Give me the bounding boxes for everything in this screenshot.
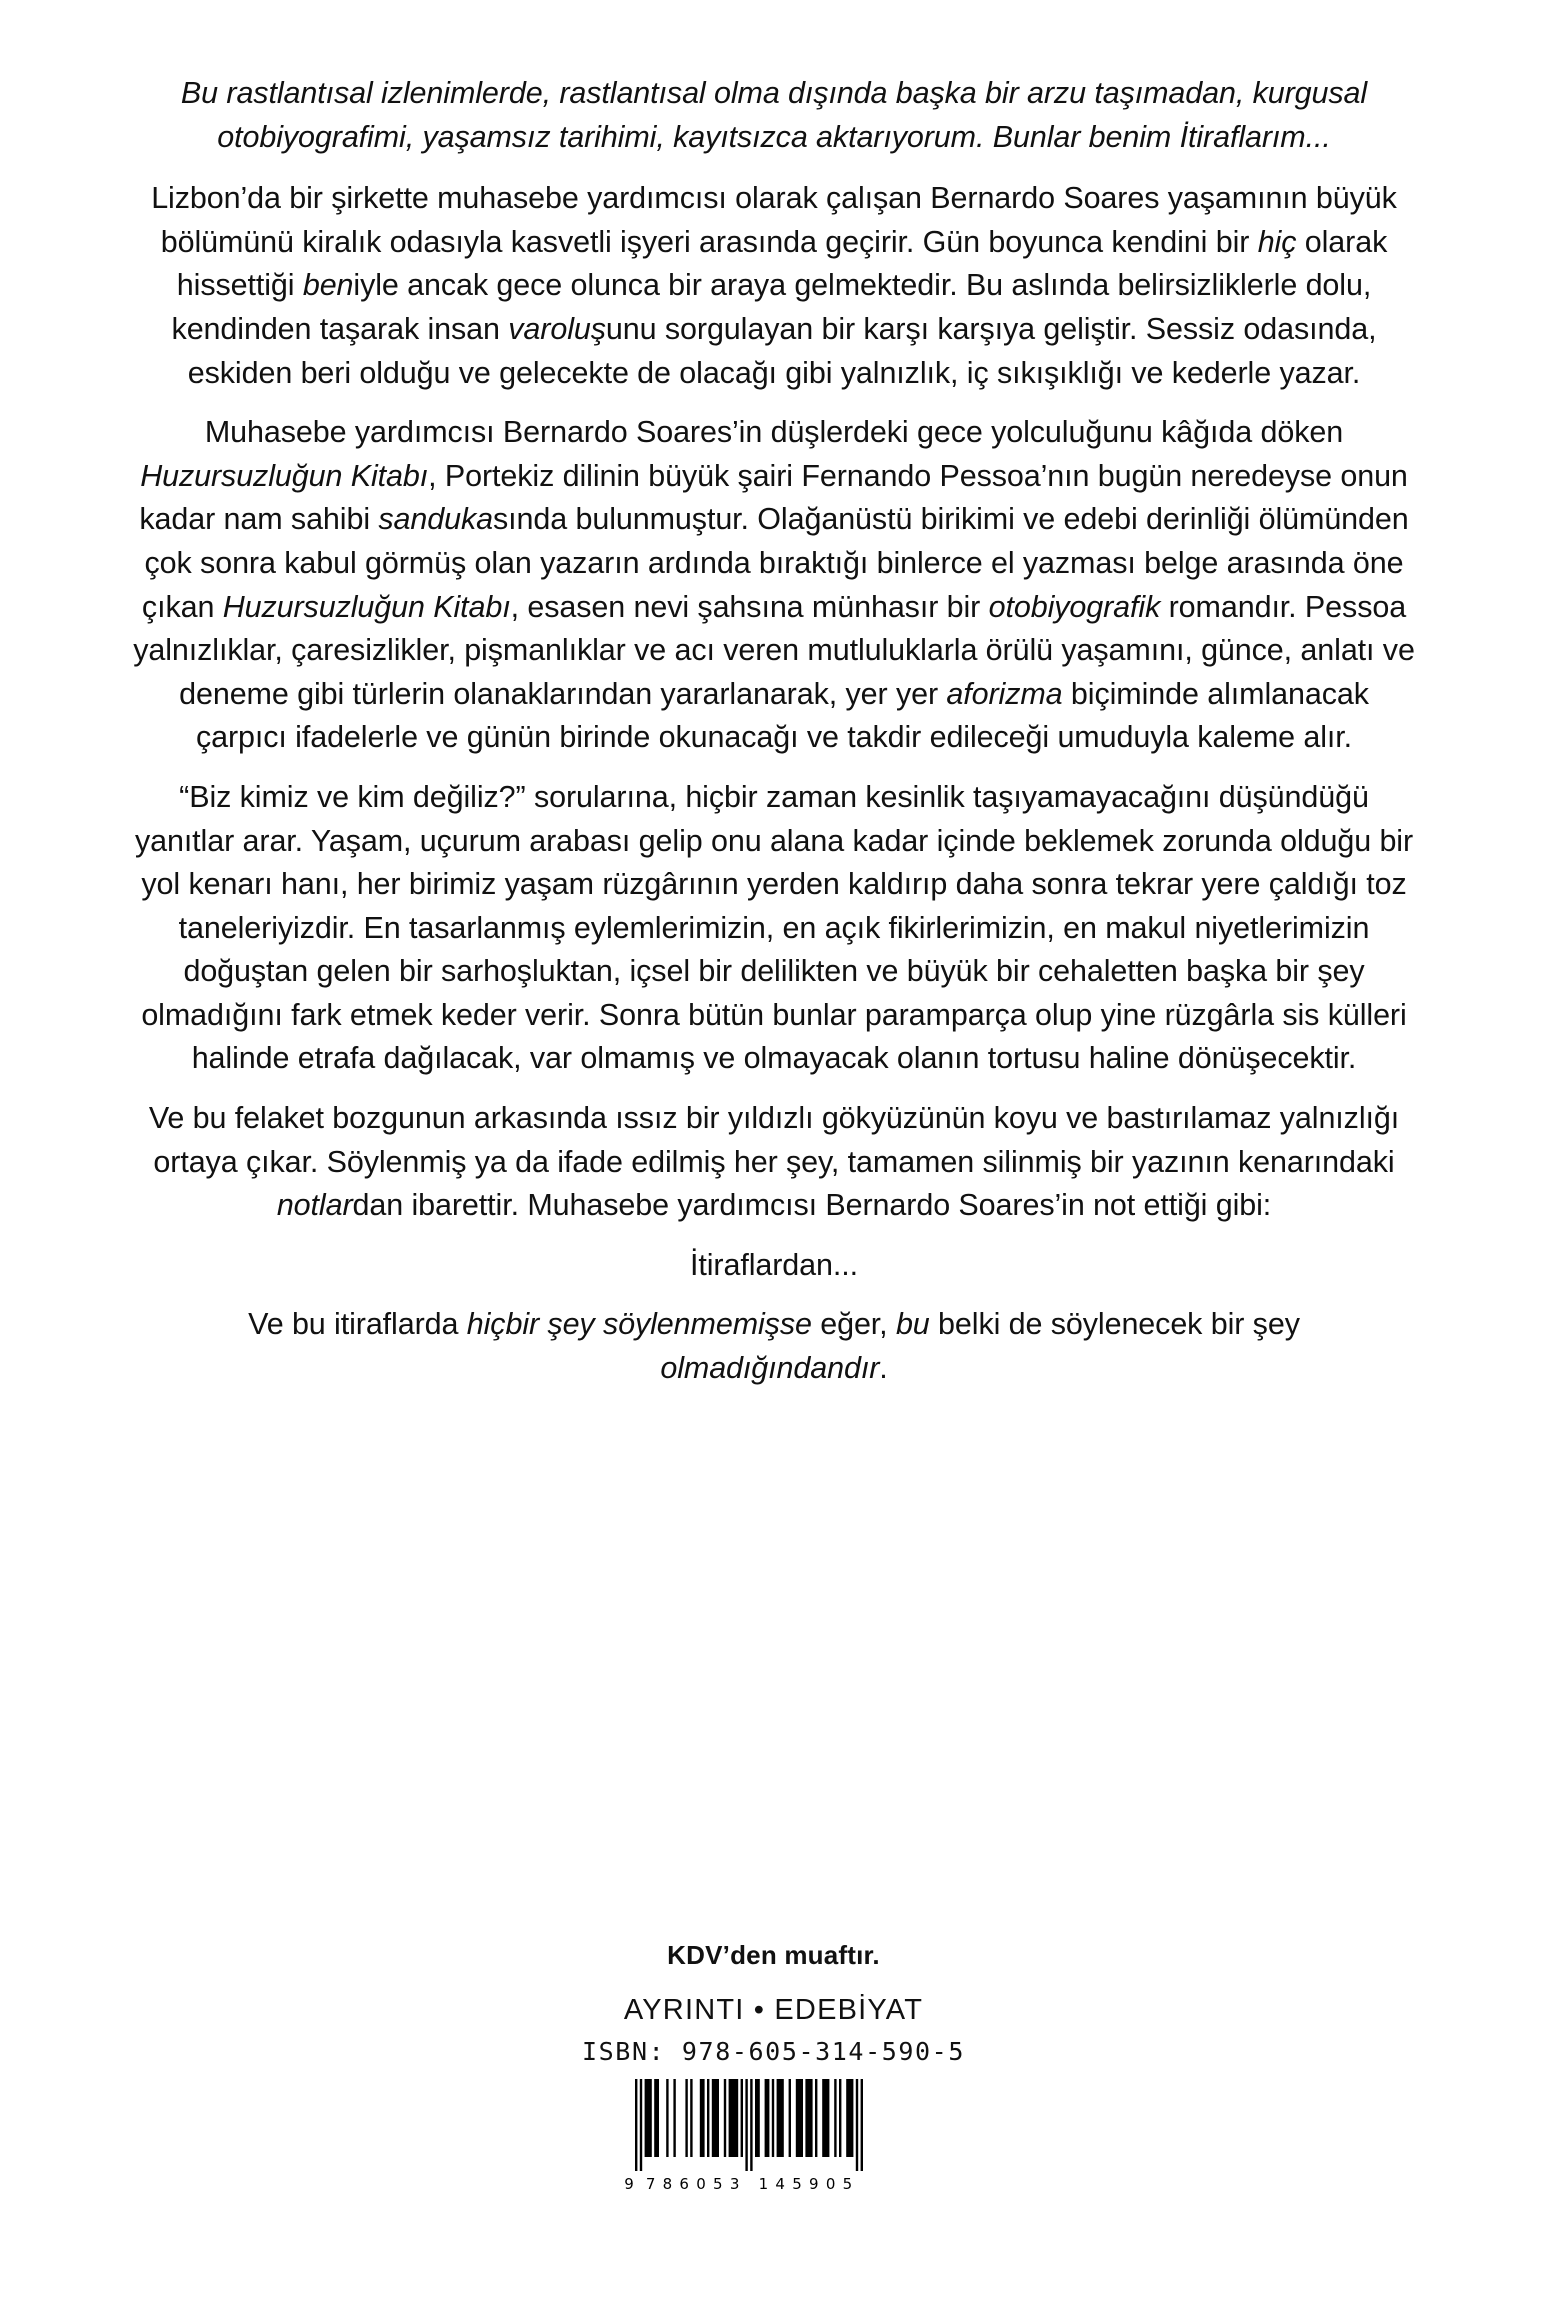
blurb-paragraph-3: “Biz kimiz ve kim değiliz?” sorularına, hiçbir zaman kesinlik taşıyamayacağını düşündüğü yanıtlar arar. Yaşam, uçurum arabası gelip onu alana kadar içinde beklemek zorunda olduğu bir yol kenarı hanı, her birimiz yaşam rüzgârının yerden kaldırıp daha sonra tekrar yere çaldığı toz taneleriyizdir. En tasarlanmış eylemlerimizin, en açık fikirlerimizin, en makul niyetlerimizin doğuştan gelen bir sarhoşluktan, içsel bir delilikten ve büyük bir cehaletten başka bir şey olmadığını fark etmek keder verir. Sonra bütün bunlar paramparça olup yine rüzgârla sis külleri halinde etrafa dağılacak, var olmamış ve olmayacak olanın tortusu haline dönüşecektir. [134,779,1414,1076]
p2-emphasis-book-title-2: Huzursuzluğun Kitabı [222,589,511,624]
p2-segment-5: romandır. Pessoa yalnızlıklar, çaresizlikler, pişmanlıklar ve acı veren mutluluklarla örülü yaşamını, günce, anlatı ve deneme gibi türlerin olanaklarından yararlanarak, yer yer [133,589,1415,711]
p2-segment-6: biçiminde alımlanacak çarpıcı ifadelerle ve günün birinde okunacağı ve takdir edileceği umuduyla kaleme alır. [195,676,1369,755]
p6-emphasis-hicbir-sey: hiçbir şey söylenmemişse [466,1307,812,1342]
p6-segment-2: eğer, [811,1307,896,1342]
p1-segment-3: iyle ancak gece olunca bir araya gelmektedir. Bu aslında belirsizliklerle dolu, kendinden taşarak insan [171,268,1372,346]
svg-text:7: 7 [645,2174,655,2193]
p2-emphasis-book-title-1: Huzursuzluğun Kitabı [140,458,429,493]
svg-text:9: 9 [623,2174,634,2193]
p2-segment-2: , Portekiz dilinin büyük şairi Fernando Pessoa’nın bugün neredeyse onun kadar nam sahibi [139,458,1408,537]
epigraph-line-3: Bunlar benim İtiraflarım... [992,119,1331,154]
blurb-paragraph-1 [133,177,1415,395]
svg-text:0: 0 [825,2174,835,2193]
svg-text:3: 3 [729,2174,739,2193]
svg-text:6: 6 [678,2174,689,2193]
p2-emphasis-sanduka: sanduka [378,502,494,537]
p4-segment-1: Ve bu felaket bozgunun arkasında ıssız bir yıldızlı gökyüzünün koyu ve bastırılamaz yalnızlığı ortaya çıkar. Söylenmiş ya da ifade edilmiş her şey, tamamen silinmiş bir yazının kenarındaki [148,1101,1400,1179]
svg-text:0: 0 [695,2174,706,2193]
p1-emphasis-ben: ben [302,268,354,303]
svg-text:5: 5 [791,2174,802,2193]
p4-emphasis-notlar: notlar [276,1188,353,1223]
p4-segment-2: dan ibarettir. Muhasebe yardımcısı Bernardo Soares’in not ettiği gibi: [352,1188,1272,1223]
barcode-container [0,2077,1547,2197]
p1-emphasis-hic: hiç [1257,224,1297,259]
isbn-text: ISBN: 978-605-314-590-5 [582,2036,965,2066]
blurb-paragraph-4 [133,1097,1415,1228]
p1-segment-1: Lizbon’da bir şirkette muhasebe yardımcısı olarak çalışan Bernardo Soares yaşamının büyük bölümünü kiralık odasıyla kasvetli işyeri arasında geçirir. Gün boyunca kendini bir [151,181,1397,259]
blurb-text-block [133,72,1415,1391]
svg-text:9: 9 [808,2174,819,2193]
p6-segment-1: Ve bu itiraflarda [248,1307,467,1342]
p6-segment-3: belki de söylenecek bir şey [929,1307,1300,1342]
p6-emphasis-olmadigindandir: olmadığındandır [660,1351,880,1386]
svg-text:8: 8 [662,2174,672,2193]
blurb-paragraph-5: İtiraflardan... [689,1247,859,1282]
epigraph-line-1: Bu rastlantısal izlenimlerde, rastlantısal olma dışında başka bir arzu [180,76,1086,110]
p2-emphasis-aforizma: aforizma [946,676,1063,711]
blurb-paragraph-6 [133,1303,1415,1390]
publisher-imprint: AYRINTI • EDEBİYAT [623,1994,924,2027]
svg-text:5: 5 [712,2174,723,2193]
p6-emphasis-bu: bu [895,1307,930,1342]
ean13-barcode [624,2077,924,2197]
epigraph-line-2: taşımadan, kurgusal otobiyografimi, yaşamsız tarihimi, kayıtsızca aktarıyorum. [217,76,1368,154]
blurb-paragraph-2 [133,411,1415,760]
svg-text:1: 1 [758,2174,768,2193]
p2-segment-4: , esasen nevi şahsına münhasır bir [510,589,989,624]
svg-text:5: 5 [842,2174,852,2193]
p1-emphasis-varolus: varoluş [508,311,606,346]
svg-text:4: 4 [774,2174,785,2193]
p1-segment-4: unu sorgulayan bir karşı karşıya geliştir. Sessiz odasında, eskiden beri olduğu ve gelecekte de olacağı gibi yalnızlık, iç sıkışıklığı ve kederle yazar. [187,311,1377,390]
p2-segment-3: sında bulunmuştur. Olağanüstü birikimi ve edebi derinliği ölümünden çok sonra kabul görmüş olan yazarın ardında bıraktığı binlerce el yazması belge arasında öne çıkan [141,502,1409,624]
epigraph-paragraph [133,72,1415,159]
p6-segment-4: . [879,1351,888,1386]
p1-segment-2: olarak hissettiği [176,224,1388,303]
p2-segment-1: Muhasebe yardımcısı Bernardo Soares’in düşlerdeki gece yolculuğunu kâğıda döken [204,415,1344,450]
tax-exempt-note: KDV’den muaftır. [667,1940,880,1970]
cover-footer [0,1940,1547,2197]
p2-emphasis-otobiyografik: otobiyografik [988,589,1161,624]
